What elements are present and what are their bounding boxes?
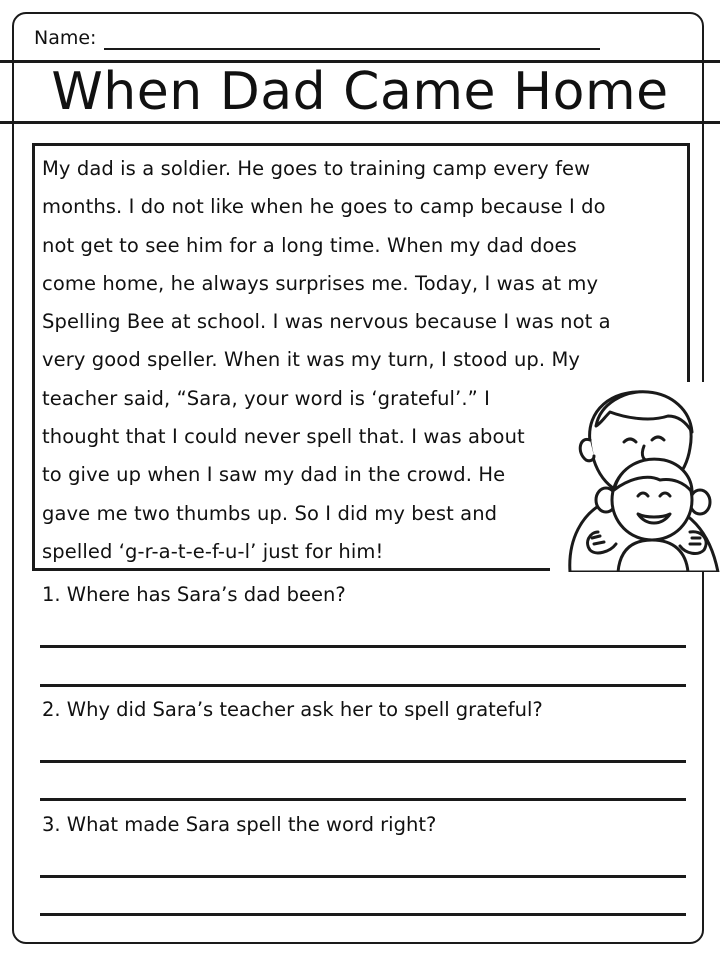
page-title: When Dad Came Home (51, 62, 669, 122)
story-line: very good speller. When it was my turn, I stood up. My (42, 348, 581, 372)
answer-line[interactable] (40, 684, 686, 687)
answer-line[interactable] (40, 760, 686, 763)
story-line: come home, he always surprises me. Today, I was at my (42, 271, 599, 295)
name-field-line[interactable] (104, 26, 600, 50)
name-label: Name: (34, 27, 97, 49)
story-line: teacher said, “Sara, your word is ‘grateful’.” I (42, 386, 491, 410)
answer-line[interactable] (40, 875, 686, 878)
answer-line[interactable] (40, 645, 686, 648)
story-line: months. I do not like when he goes to camp because I do (42, 195, 606, 219)
question-2: 2. Why did Sara’s teacher ask her to spell grateful? (42, 698, 543, 721)
story-line: to give up when I saw my dad in the crowd. He (42, 463, 506, 487)
question-1: 1. Where has Sara’s dad been? (42, 583, 346, 606)
story-line: thought that I could never spell that. I was about (42, 425, 525, 449)
story-line: My dad is a soldier. He goes to training camp every few (42, 157, 591, 180)
answer-line[interactable] (40, 798, 686, 801)
title-band (0, 60, 720, 124)
story-line: Spelling Bee at school. I was nervous because I was not a (42, 310, 611, 334)
name-row (34, 20, 600, 50)
answer-line[interactable] (40, 913, 686, 916)
story-line: spelled ‘g-r-a-t-e-f-u-l’ just for him! (42, 539, 384, 563)
story-line: gave me two thumbs up. So I did my best and (42, 501, 498, 525)
dad-hugging-daughter-icon (540, 382, 720, 572)
story-line: not get to see him for a long time. When my dad does (42, 233, 577, 257)
question-3: 3. What made Sara spell the word right? (42, 813, 437, 836)
